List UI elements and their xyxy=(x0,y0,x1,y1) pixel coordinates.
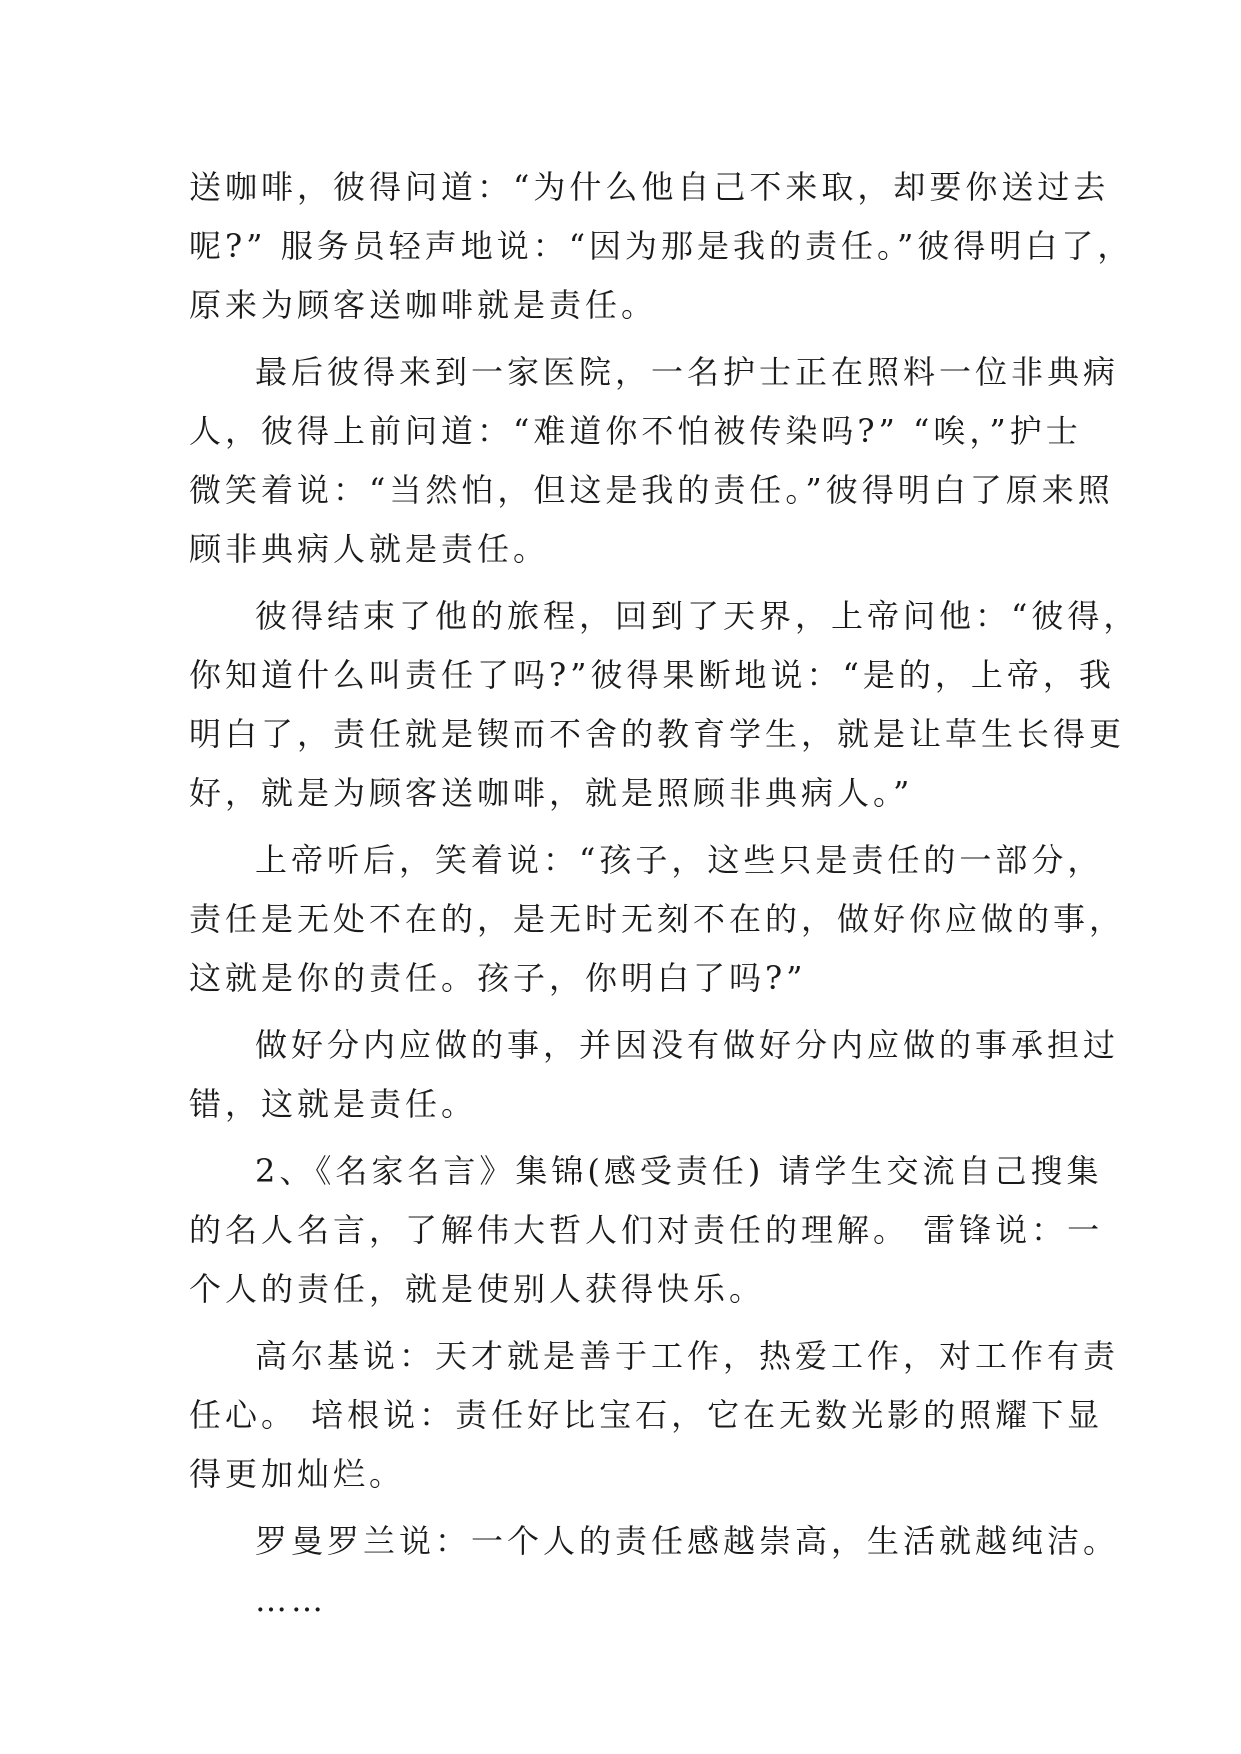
paragraph xyxy=(189,1142,1104,1319)
document-body xyxy=(189,158,1140,1630)
text-line: 顾非典病人就是责任。 xyxy=(189,530,550,568)
text-line: 个人的责任，就是使别人获得快乐。 xyxy=(189,1270,766,1308)
text-line: 原来为顾客送咖啡就是责任。 xyxy=(189,286,658,324)
text-line: 2、《名家名言》集锦(感受责任) 请学生交流自己搜集 xyxy=(255,1152,1103,1190)
text-line: 彼得结束了他的旅程，回到了天界，上帝问他：“彼得， xyxy=(255,597,1140,635)
text-line: 的名人名言，了解伟大哲人们对责任的理解。 雷锋说：一 xyxy=(189,1211,1104,1249)
text-line: 做好分内应做的事，并因没有做好分内应做的事承担过 xyxy=(255,1026,1120,1064)
paragraph xyxy=(189,1016,1120,1134)
text-line: 责任是无处不在的，是无时无刻不在的，做好你应做的事， xyxy=(189,900,1126,938)
text-line: 最后彼得来到一家医院，一名护士正在照料一位非典病 xyxy=(255,353,1120,391)
text-line: 得更加灿烂。 xyxy=(189,1455,406,1493)
text-line: 上帝听后，笑着说：“孩子，这些只是责任的一部分， xyxy=(255,841,1104,879)
text-line: 人，彼得上前问道：“难道你不怕被传染吗?” “唉，”护士 xyxy=(189,412,1082,450)
paragraph xyxy=(189,587,1140,823)
paragraph xyxy=(189,831,1126,1008)
text-line: …… xyxy=(255,1581,327,1619)
text-line: 送咖啡，彼得问道：“为什么他自己不来取，却要你送过去 xyxy=(189,168,1110,206)
text-line: 任心。 培根说：责任好比宝石，它在无数光影的照耀下显 xyxy=(189,1396,1104,1434)
text-line: 这就是你的责任。孩子，你明白了吗?” xyxy=(189,959,807,997)
text-line: 罗曼罗兰说：一个人的责任感越崇高，生活就越纯洁。 xyxy=(255,1522,1120,1560)
text-line: 呢?” 服务员轻声地说：“因为那是我的责任。”彼得明白了， xyxy=(189,227,1134,265)
text-line: 你知道什么叫责任了吗?”彼得果断地说：“是的，上帝，我 xyxy=(189,656,1115,694)
text-line: 明白了，责任就是锲而不舍的教育学生，就是让草生长得更 xyxy=(189,715,1126,753)
text-line: 好，就是为顾客送咖啡，就是照顾非典病人。” xyxy=(189,774,914,812)
paragraph xyxy=(189,343,1120,579)
text-line: 高尔基说：天才就是善于工作，热爱工作，对工作有责 xyxy=(255,1337,1120,1375)
text-line: 微笑着说：“当然怕，但这是我的责任。”彼得明白了原来照 xyxy=(189,471,1114,509)
paragraph xyxy=(189,1512,1120,1630)
paragraph xyxy=(189,158,1134,335)
paragraph xyxy=(189,1327,1120,1504)
text-line: 错，这就是责任。 xyxy=(189,1085,478,1123)
